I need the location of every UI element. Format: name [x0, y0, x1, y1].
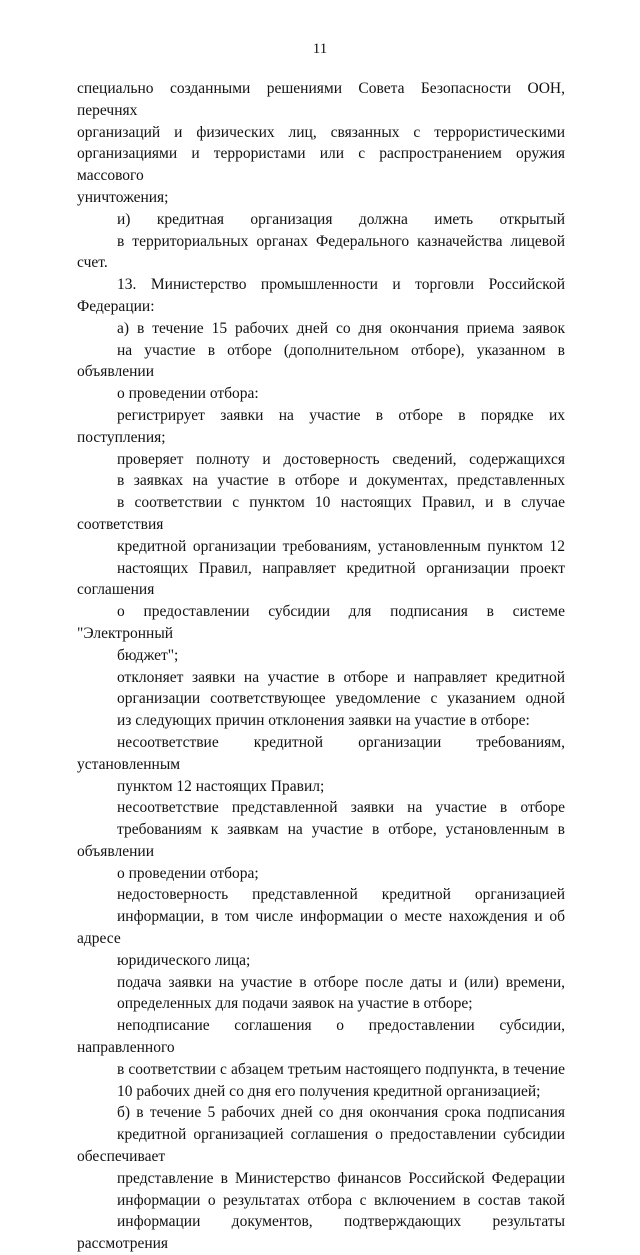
text-line: 10 рабочих дней со дня его получения кредитной организацией; [117, 1082, 541, 1100]
text-line: отклоняет заявки на участие в отборе и направляет кредитной [117, 668, 565, 686]
paragraph [77, 209, 565, 274]
text-line: несоответствие кредитной организации требованиям, установленным [77, 733, 565, 773]
paragraph [77, 667, 565, 732]
text-line: информации о результатах отбора с включением в состав такой [117, 1191, 565, 1209]
text-line: юридического лица; [117, 951, 251, 969]
text-line: и) кредитная организация должна иметь открытый [117, 210, 565, 228]
text-line: пунктом 12 настоящих Правил; [117, 777, 325, 795]
text-line: бюджет"; [117, 646, 179, 664]
text-line: организациями и террористами или с распространением оружия массового [77, 145, 565, 185]
paragraph [77, 405, 565, 449]
text-line: неподписание соглашения о предоставлении субсидии, направленного [77, 1017, 565, 1057]
paragraph [77, 732, 565, 797]
text-line: информации, в том числе информации о месте нахождения и об адресе [77, 908, 565, 948]
paragraph [77, 78, 565, 209]
paragraph [77, 1015, 565, 1102]
text-line: организации соответствующее уведомление с указанием одной [117, 690, 565, 708]
text-line: из следующих причин отклонения заявки на участие в отборе: [117, 712, 530, 730]
paragraph [77, 797, 565, 884]
text-line: о проведении отбора; [117, 864, 259, 882]
paragraph [77, 1102, 565, 1255]
text-line: регистрирует заявки на участие в отборе в порядке их поступления; [77, 406, 565, 446]
text-line: в территориальных органах Федерального казначейства лицевой счет. [77, 232, 565, 272]
text-line: требованиям к заявкам на участие в отборе, установленным в объявлении [77, 821, 565, 860]
text-line: информации документов, подтверждающих результаты рассмотрения [77, 1213, 565, 1253]
text-line: настоящих Правил, направляет кредитной организации проект соглашения [77, 559, 565, 599]
text-line: специально созданными решениями Совета Безопасности ООН, перечнях [77, 80, 565, 119]
text-line: о предоставлении субсидии для подписания в системе "Электронный [77, 603, 565, 642]
page-number: 11 [312, 41, 328, 57]
text-line: определенных для подачи заявок на участие в отборе; [117, 995, 473, 1013]
text-line: кредитной организацией соглашения о предоставлении субсидии обеспечивает [77, 1126, 565, 1166]
text-line: организаций и физических лиц, связанных с террористическими [77, 123, 565, 141]
text-line: о проведении отбора: [117, 385, 259, 403]
text-line: в заявках на участие в отборе и документах, представленных [117, 472, 565, 490]
text-line: подача заявки на участие в отборе после даты и (или) времени, [117, 973, 565, 991]
text-line: 13. Министерство промышленности и торговли Российской Федерации: [77, 276, 565, 315]
paragraph [77, 318, 565, 405]
paragraph [77, 972, 565, 1016]
text-line: кредитной организации требованиям, установленным пунктом 12 [117, 537, 565, 555]
text-line: недостоверность представленной кредитной организацией [117, 886, 565, 904]
paragraph [77, 274, 565, 318]
text-line: на участие в отборе (дополнительном отборе), указанном в объявлении [77, 341, 565, 381]
text-line: а) в течение 15 рабочих дней со дня окончания приема заявок [117, 319, 565, 337]
document-body [77, 78, 565, 1255]
text-line: проверяет полноту и достоверность сведений, содержащихся [117, 450, 565, 468]
text-line: уничтожения; [77, 188, 169, 206]
paragraph [77, 449, 565, 667]
paragraph [77, 884, 565, 971]
text-line: несоответствие представленной заявки на участие в отборе [117, 799, 565, 817]
text-line: представление в Министерство финансов Российской Федерации [117, 1169, 565, 1187]
text-line: в соответствии с абзацем третьим настоящего подпункта, в течение [117, 1060, 565, 1078]
text-line: в соответствии с пунктом 10 настоящих Правил, и в случае соответствия [77, 494, 565, 533]
text-line: б) в течение 5 рабочих дней со дня окончания срока подписания [117, 1104, 565, 1122]
